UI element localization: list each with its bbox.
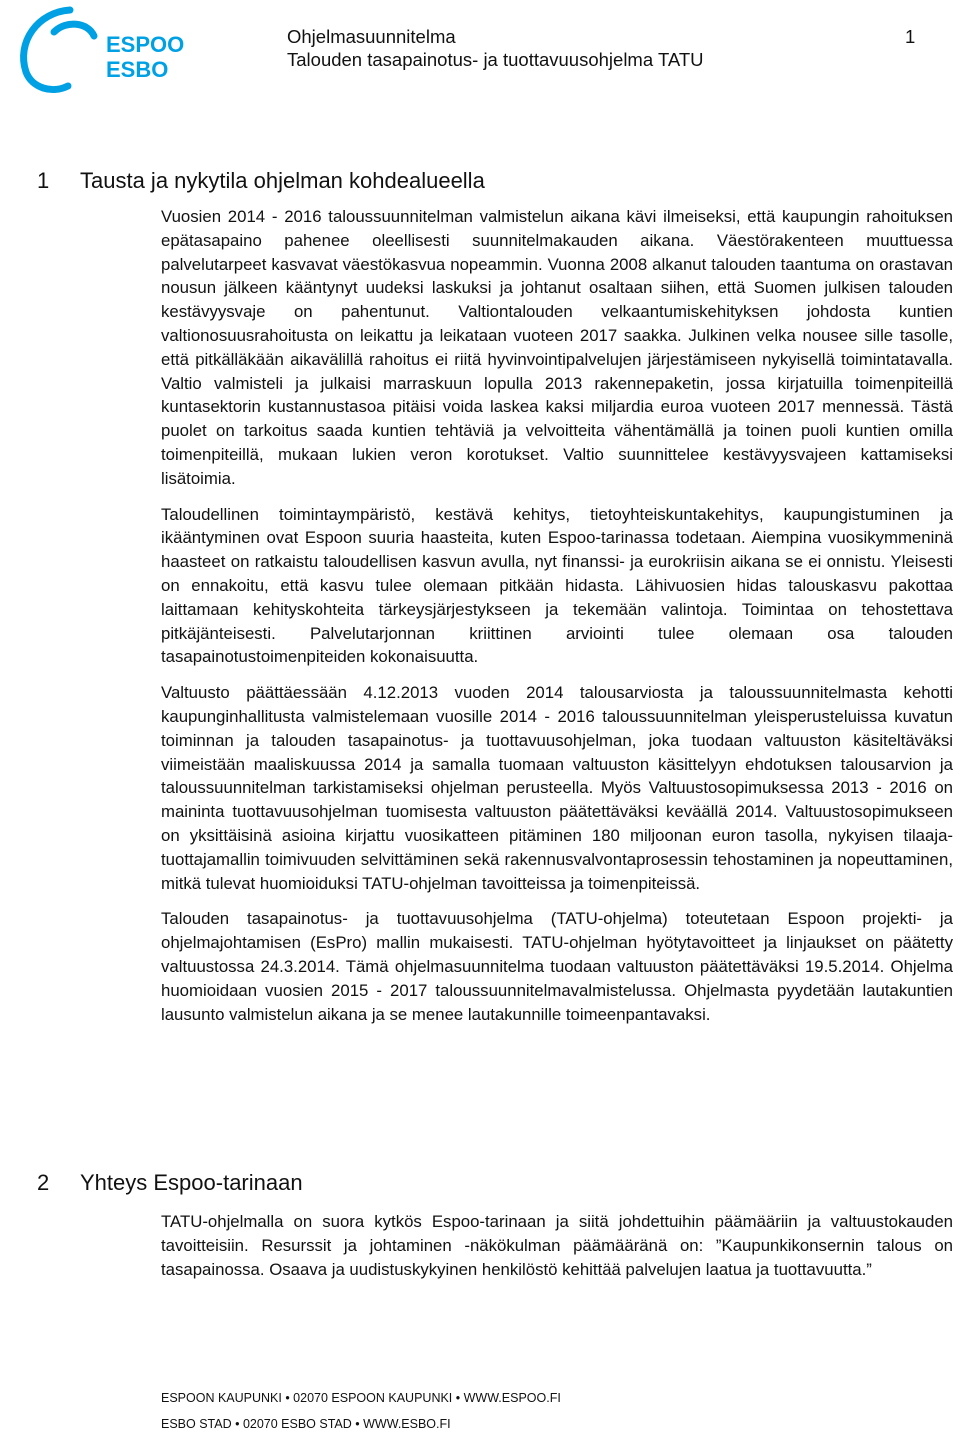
section-title: Yhteys Espoo-tarinaan — [80, 1170, 303, 1195]
section-2-body — [161, 1210, 953, 1281]
section-heading-1 — [37, 167, 485, 195]
section-number: 2 — [37, 1170, 50, 1195]
paragraph: TATU-ohjelmalla on suora kytkös Espoo-tarinaan ja siitä johdettuihin päämääriin ja valtuustokauden tavoitteisiin. Resurssit ja johtaminen -näkökulman päämääränä on: ”Kaupunkikonsernin talous on tasapainossa. Osaava ja uudistuskykyinen henkilöstö kehittää palvelujen laatua ja tuottavuutta.” — [161, 1212, 953, 1279]
document-title: Ohjelmasuunnitelma — [287, 26, 456, 47]
paragraph: Valtuusto päättäessään 4.12.2013 vuoden 2014 talousarviosta ja taloussuunnitelmasta kehotti kaupunginhallitusta valmistelemaan vuosille 2014 - 2016 taloussuunnitelman yleisperusteluissa kuvatun toiminnan ja talouden tasapainotus- ja tuottavuusohjelman, joka tuodaan valtuuston käsiteltäväksi viimeistään maaliskuussa 2014 ja samalla tuomaan valtuuston käsittelyyn ehdotuksen talousarvion ja taloussuunnitelman tarkistamiseksi ohjelman perusteella. Myös Valtuustosopimuksessa 2013 - 2016 on maininta tuottavuusohjelman tuomisesta valtuuston päätettäväksi keväällä 2014. Valtuustosopimukseen on yksittäisinä asioina kirjattu vuosikatteen pitäminen 180 miljoonan euron tasolla, nykyisen tilaaja-tuottajamallin toimivuuden selvittäminen sekä rakennusvalvontaprosessin tehostaminen ja nopeuttaminen, mitkä tulevat huomioiduksi TATU-ohjelman tavoitteissa ja toimenpiteissä. — [161, 683, 953, 893]
paragraph: Talouden tasapainotus- ja tuottavuusohjelma (TATU-ohjelma) toteutetaan Espoon projekti- ja ohjelmajohtamisen (EsPro) mallin mukaisesti. TATU-ohjelman hyötytavoitteet ja linjaukset on päätetty valtuustossa 24.3.2014. Tämä ohjelmasuunnitelma tuodaan valtuuston päätettäväksi 19.5.2014. Ohjelma huomioidaan vuosien 2015 - 2017 taloussuunnitelmavalmistelussa. Ohjelmasta pyydetään lautakuntien lausunto valmistelun aikana ja se menee lautakunnille toimeenpantavaksi. — [161, 909, 953, 1024]
section-heading-2 — [37, 1169, 303, 1197]
espoo-logo — [8, 2, 198, 102]
section-number: 1 — [37, 168, 50, 193]
page-number: 1 — [905, 26, 916, 47]
logo-text-espoo: ESPOO — [106, 32, 185, 57]
document-subtitle: Talouden tasapainotus- ja tuottavuusohjelma TATU — [287, 49, 704, 70]
footer-line-fi: ESPOON KAUPUNKI • 02070 ESPOON KAUPUNKI • WWW.ESPOO.FI — [161, 1391, 561, 1405]
footer-line-sv: ESBO STAD • 02070 ESBO STAD • WWW.ESBO.FI — [161, 1417, 451, 1431]
section-1-body — [161, 205, 953, 1026]
section-title: Tausta ja nykytila ohjelman kohdealueella — [80, 168, 485, 193]
paragraph: Vuosien 2014 - 2016 taloussuunnitelman valmistelun aikana kävi ilmeiseksi, että kaupungin rahoituksen epätasapaino pahenee oleellisesti suunnitelmakauden aikana. Väestörakenteen muuttuessa palvelutarpeet kasvavat väestökasvua nopeammin. Vuonna 2008 alkanut talouden taantuma on orastavan nousun jälkeen kääntynyt uudeksi laskuksi ja johtanut osaltaan siihen, että Suomen julkisen talouden kestävyysvaje on pahentunut. Valtiontalouden velkaantumiskehityksen johdosta kuntien valtionosuusrahoitusta on leikattu ja leikataan vuoteen 2017 saakka. Julkinen velka nousee sille tasolle, että pitkälläkään aikavälillä rahoitus ei riitä hyvinvointipalvelujen järjestämiseen nykyisellä toimintatavalla. Valtio valmisteli ja julkaisi marraskuun lopulla 2013 rakennepaketin, jossa kirjatuilla toimenpiteillä kuntasektorin kustannustasoa pitäisi voida laskea kaksi miljardia euroa vuoteen 2017 mennessä. Tästä puolet on tarkoitus saada kuntien tehtäviä ja velvoitteita vähentämällä ja toinen puoli kuntien omilla toimenpiteillä, mukaan lukien veron korotukset. Valtio suunnittelee kestävyysvajeen kattamiseksi lisätoimia. — [161, 207, 953, 488]
logo-text-esbo: ESBO — [106, 57, 169, 82]
paragraph: Taloudellinen toimintaympäristö, kestävä kehitys, tietoyhteiskuntakehitys, kaupungistuminen ja ikääntyminen ovat Espoon suuria haasteita, kuten Espoo-tarinassa todetaan. Aiempina vuosikymmeninä haasteet on ratkaistu taloudellisen kasvun avulla, nyt finanssi- ja eurokriisin aikana se ei onnistu. Yleisesti on ennakoitu, että kasvu tulee olemaan pitkään hidasta. Lähivuosien hidas talouskasvu pakottaa laittamaan kehityskohteita tärkeysjärjestykseen ja tekemään valintoja. Toimintaa on tehostettava pitkäjänteisesti. Palvelutarjonnan kriittinen arviointi tulee olemaan osa talouden tasapainotustoimenpiteiden kokonaisuutta. — [161, 504, 953, 667]
